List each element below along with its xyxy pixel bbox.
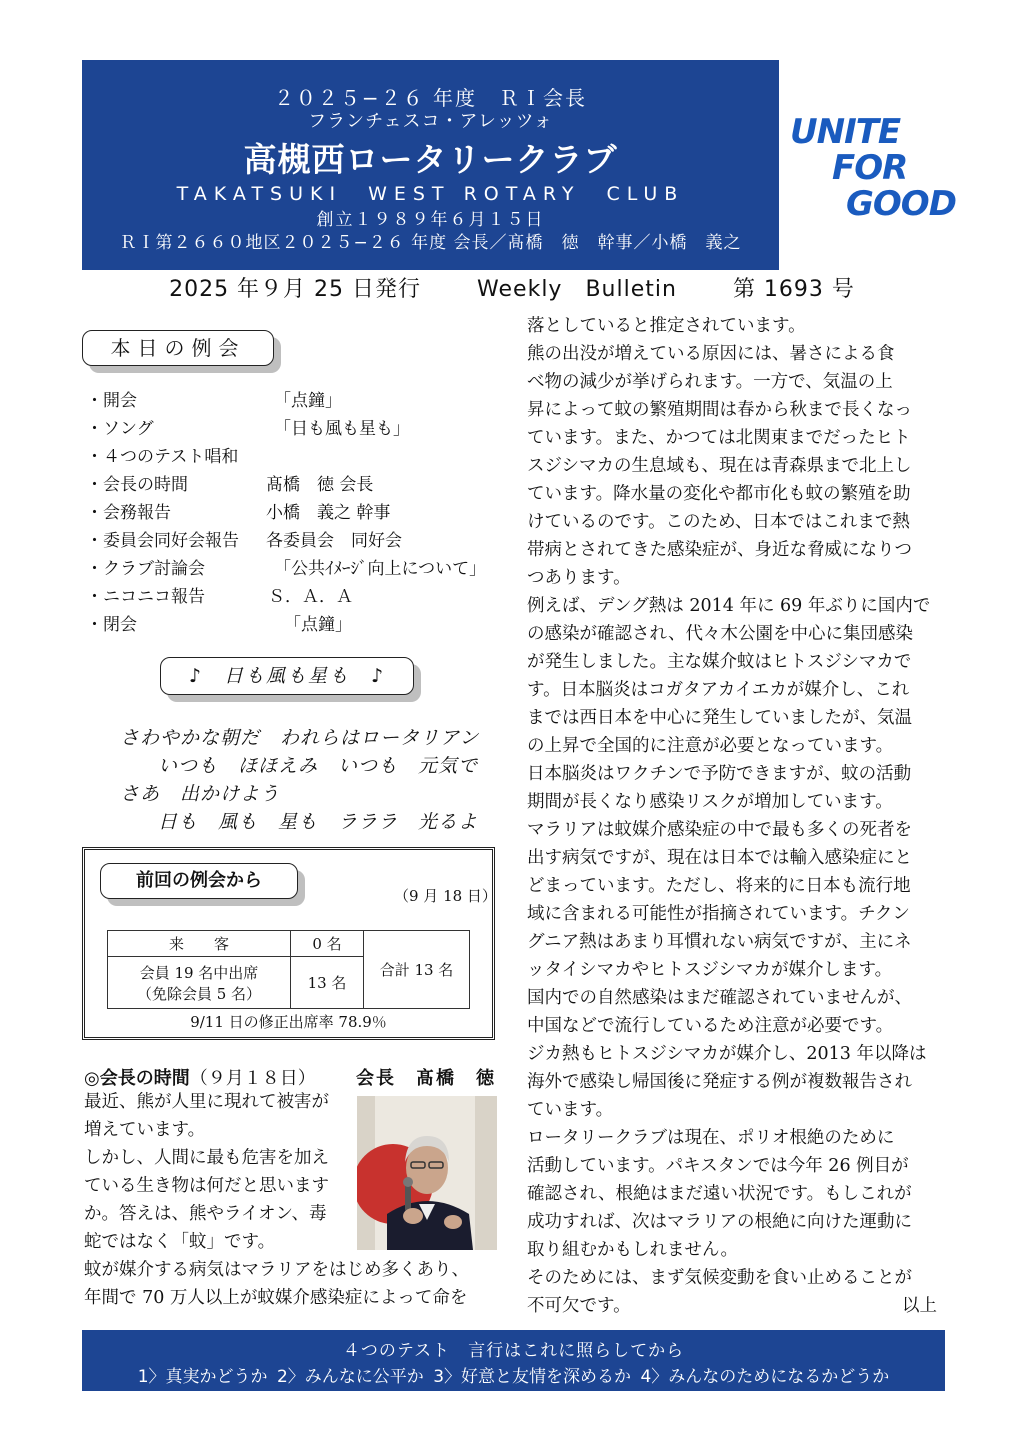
program-label: ・クラブ討論会	[86, 559, 205, 579]
body-line: スジシマカの生息域も、現在は青森県まで北上し	[527, 456, 912, 476]
body-line: 昇によって蚊の繁殖期間は春から秋まで長くなっ	[527, 400, 912, 420]
program-value: 各委員会 同好会	[266, 531, 402, 551]
body-line: 落としていると推定されています。	[527, 316, 806, 336]
body-line: そのためには、まず気候変動を食い止めることが	[527, 1268, 912, 1288]
body-line: ています。	[527, 1100, 614, 1120]
body-line: 成功すれば、次はマラリアの根絶に向けた運動に	[527, 1212, 912, 1232]
body-line: 域に含まれる可能性が指摘されています。チクン	[527, 904, 910, 924]
program-value: 「点鐘」	[274, 391, 342, 411]
president-photo	[357, 1096, 497, 1250]
body-line: 熊の出没が増えている原因には、暑さによる食	[527, 344, 895, 364]
lyric-line: さわやかな朝だ われらはロータリアン	[120, 727, 480, 749]
four-way-test-title: ４つのテスト 言行はこれに照らしてから	[342, 1341, 685, 1361]
song-title: ♪ 日も風も星も ♪	[160, 657, 414, 695]
logo-line-3: GOOD	[846, 184, 956, 224]
test-item: 4〉みんなのためになるかどうか	[640, 1367, 890, 1387]
program-label: ・委員会同好会報告	[86, 531, 239, 551]
program-label: ・会長の時間	[86, 475, 188, 495]
issue-line	[82, 272, 942, 303]
members-label	[108, 957, 291, 1009]
body-line: 国内での自然感染はまだ確認されていませんが、	[527, 988, 912, 1008]
body-line: ています。また、かつては北関東までだったヒト	[527, 428, 911, 448]
club-name-en: TAKATSUKI WEST ROTARY CLUB	[176, 183, 685, 205]
four-way-test-footer	[82, 1330, 945, 1391]
body-line: 蛇ではなく「蚊」です。	[84, 1232, 276, 1252]
body-line: 確認され、根絶はまだ遠い状況です。もしこれが	[527, 1184, 912, 1204]
test-item: 2〉みんなに公平か	[276, 1367, 424, 1387]
body-line: 不可欠です。	[527, 1296, 631, 1316]
body-line: 活動しています。パキスタンでは今年 26 例目が	[527, 1156, 909, 1176]
body-line: ロータリークラブは現在、ポリオ根絶のために	[527, 1128, 895, 1148]
logo-line-1: UNITE	[790, 112, 901, 152]
club-name-jp: 高槻西ロータリークラブ	[243, 140, 618, 179]
body-line: 海外で感染し帰国後に発症する例が複数報告され	[527, 1072, 912, 1092]
body-line: どまっています。ただし、将来的に日本も流行地	[527, 876, 911, 896]
founded-date: 創立１９８９年６月１５日	[316, 210, 545, 230]
body-line: の感染が確認され、代々木公園を中心に集団感染	[527, 624, 914, 644]
test-item: 1〉真実かどうか	[137, 1367, 268, 1387]
four-way-test-items	[82, 1362, 945, 1387]
speaker-name: 会長 髙橋 徳	[356, 1068, 496, 1089]
program-label: ・開会	[86, 391, 137, 411]
program-value: 「公共ｲﾒｰｼﾞ向上について」	[274, 559, 487, 579]
unite-for-good-logo	[790, 114, 965, 224]
corrected-attendance-rate: 9/11 日の修正出席率 78.9％	[190, 1013, 387, 1031]
lyric-line: いつも ほほえみ いつも 元気で	[158, 755, 479, 777]
attendance-table	[107, 930, 470, 1009]
body-line: 中国などで流行しているため注意が必要です。	[527, 1016, 894, 1036]
body-line: 取り組むかもしれません。	[527, 1240, 739, 1260]
body-line: が発生しました。主な媒介蚊はヒトスジシマカで	[527, 652, 912, 672]
president-name: フランチェスコ・アレッツォ	[308, 111, 553, 132]
guests-value: 0 名	[291, 931, 364, 957]
body-line: 蚊が媒介する病気はマラリアをはじめ多くあり、	[84, 1260, 469, 1280]
body-line: 帯病とされてきた感染症が、身近な脅威になりつ	[527, 540, 912, 560]
body-line: べ物の減少が挙げられます。一方で、気温の上	[527, 372, 893, 392]
logo-line-2: FOR	[832, 148, 908, 188]
president-year: ２０２５−２６ 年度 ＲＩ会長	[273, 86, 588, 110]
members-label-line-1: 会員 19 名中出席	[139, 963, 259, 982]
program-label: ・ニコニコ報告	[86, 587, 205, 607]
issue-date: 2025 年９月 25 日発行	[169, 277, 422, 302]
body-line: 最近、熊が人里に現れて被害が	[84, 1092, 329, 1112]
previous-meeting-title: 前回の例会から	[100, 863, 298, 899]
header-banner	[82, 60, 779, 270]
president-photo-image	[357, 1096, 497, 1250]
body-line: グニア熱はあまり耳慣れない病気ですが、主にネ	[527, 932, 912, 952]
members-label-line-2: （免除会員 5 名）	[136, 984, 262, 1003]
body-line: か。答えは、熊やライオン、毒	[84, 1204, 327, 1224]
body-line: 出す病気ですが、現在は日本では輸入感染症にと	[527, 848, 912, 868]
issue-number: 第 1693 号	[732, 277, 855, 302]
body-line: 日本脳炎はワクチンで予防できますが、蚊の活動	[527, 764, 912, 784]
program-label: ・会務報告	[86, 503, 171, 523]
body-line: 例えば、デング熱は 2014 年に 69 年ぶりに国内で	[527, 596, 931, 616]
body-line: ている生き物は何だと思います	[84, 1176, 329, 1196]
program-label: ・４つのテスト唱和	[86, 447, 239, 467]
program-value: 「日も風も星も」	[274, 419, 410, 439]
body-line: ッタイシマカやヒトスジシマカが媒介します。	[527, 960, 893, 980]
test-item: 3〉好意と友情を深めるか	[433, 1367, 632, 1387]
program-label: ・閉会	[86, 615, 137, 635]
lyric-line: さあ 出かけよう	[120, 783, 281, 805]
body-line: の上昇で全国的に注意が必要となっています。	[527, 736, 894, 756]
bulletin-title: Weekly Bulletin	[477, 277, 677, 302]
today-meeting-title: 本日の例会	[82, 330, 274, 366]
body-line: しかし、人間に最も危害を加え	[84, 1148, 329, 1168]
body-line: 年間で 70 万人以上が蚊媒介感染症によって命を	[84, 1288, 468, 1308]
lyric-line: 日も 風も 星も ラララ 光るよ	[158, 811, 479, 833]
attendance-total: 合計 13 名	[364, 931, 470, 1009]
program-value: Ｓ．Ａ．Ａ	[268, 587, 353, 607]
body-line: ています。降水量の変化や都市化も蚊の繁殖を助	[527, 484, 911, 504]
body-line: までは西日本を中心に発生していましたが、気温	[527, 708, 912, 728]
section-heading: ◎会長の時間	[84, 1068, 190, 1089]
body-line: ジカ熱もヒトスジシマカが媒介し、2013 年以降は	[527, 1044, 927, 1064]
district-line: ＲＩ第２６６０地区２０２５−２６ 年度 会長／髙橋 徳 幹事／小橋 義之	[119, 233, 742, 253]
body-line: けているのです。このため、日本ではこれまで熱	[527, 512, 910, 532]
body-line: す。日本脳炎はコガタアカイエカが媒介し、これ	[527, 680, 910, 700]
body-line: マラリアは蚊媒介感染症の中で最も多くの死者を	[527, 820, 912, 840]
section-date: （９月１８日）	[189, 1068, 316, 1089]
end-mark: 以上	[902, 1296, 937, 1316]
program-label: ・ソング	[86, 419, 154, 439]
program-value: 「点鐘」	[284, 615, 352, 635]
body-line: 増えています。	[84, 1120, 206, 1140]
previous-meeting-date: （9 月 18 日）	[394, 887, 497, 905]
body-line: つあります。	[527, 568, 631, 588]
program-value: 小橋 義之 幹事	[266, 503, 391, 523]
body-line: 期間が長くなり感染リスクが増加しています。	[527, 792, 893, 812]
guests-label: 来 客	[108, 931, 291, 957]
president-time-heading	[84, 1064, 496, 1090]
program-value: 髙橋 徳 会長	[266, 475, 374, 495]
members-value: 13 名	[291, 957, 364, 1009]
